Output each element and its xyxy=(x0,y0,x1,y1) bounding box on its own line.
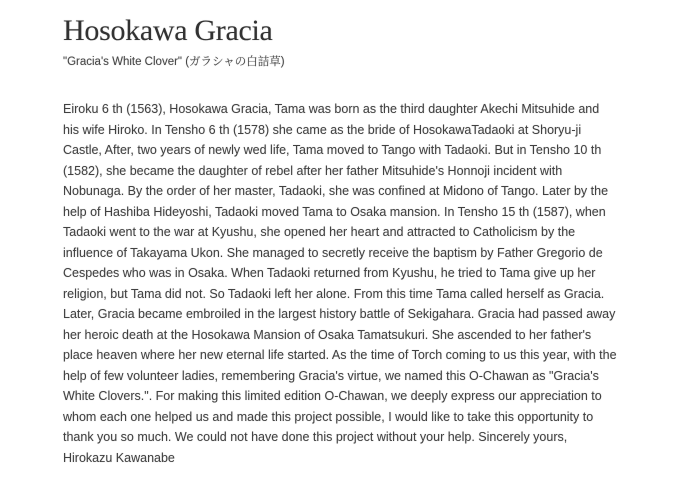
body-line: Eiroku 6 th (1563), Hosokawa Gracia, Tama was born as the third daughter Akechi Mitsuhide and xyxy=(63,102,600,116)
body-line: (1582), she became the daughter of rebel after her father Mitsuhide's Honnoji incident with xyxy=(63,163,563,178)
signature-line: Hirokazu Kawanabe xyxy=(63,450,175,465)
body-line: religion, but Tama did not. So Tadaoki left her alone. From this time Tama called herself as Gracia. xyxy=(63,286,605,301)
body-line: her heroic death at the Hosokawa Mansion of Osaka Tamatsukuri. She ascended to her father's xyxy=(63,327,592,342)
page-subtitle: "Gracia's White Clover" (ガラシャの白詰草) xyxy=(63,56,285,68)
page-title: Hosokawa Gracia xyxy=(63,14,273,47)
body-line: thank you so much. We could not have done this project without your help. Sincerely yours, xyxy=(63,430,568,444)
body-line: his wife Hiroko. In Tensho 6 th (1578) she came as the bride of HosokawaTadaoki at Shoryu-ji xyxy=(63,122,582,137)
body-line: place heaven where her new eternal life started. As the time of Torch coming to us this year, with the xyxy=(63,348,617,362)
body-line: whom each one helped us and made this project possible, I would like to take this opportunity to xyxy=(63,409,594,424)
body-line: Cespedes who was in Osaka. When Tadaoki returned from Kyushu, he tried to Tama give up her xyxy=(63,266,596,280)
body-line: Later, Gracia became embroiled in the largest history battle of Sekigahara. Gracia had passed away xyxy=(63,307,616,321)
document-content xyxy=(63,0,653,468)
body-line: Castle, After, two years of newly wed life, Tama moved to Tango with Tadaoki. But in Tensho 10 th xyxy=(63,143,602,157)
body-paragraph xyxy=(63,99,653,468)
body-line: help of Hashiba Hideyoshi, Tadaoki moved Tama to Osaka mansion. In Tensho 15 th (1587), when xyxy=(63,204,606,219)
body-line: White Clovers.". For making this limited edition O-Chawan, we deeply express our appreciation to xyxy=(63,389,602,403)
body-line: Nobunaga. By the order of her master, Tadaoki, she was confined at Midono of Tango. Later by the xyxy=(63,184,609,198)
body-line: influence of Takayama Ukon. She managed to secretly receive the baptism by Father Gregorio de xyxy=(63,245,603,260)
body-line: help of few volunteer ladies, remembering Gracia's virtue, we named this O-Chawan as "Gracia's xyxy=(63,368,599,383)
body-line: Tadaoki went to the war at Kyushu, she opened her heart and attracted to Catholicism by the xyxy=(63,225,576,239)
